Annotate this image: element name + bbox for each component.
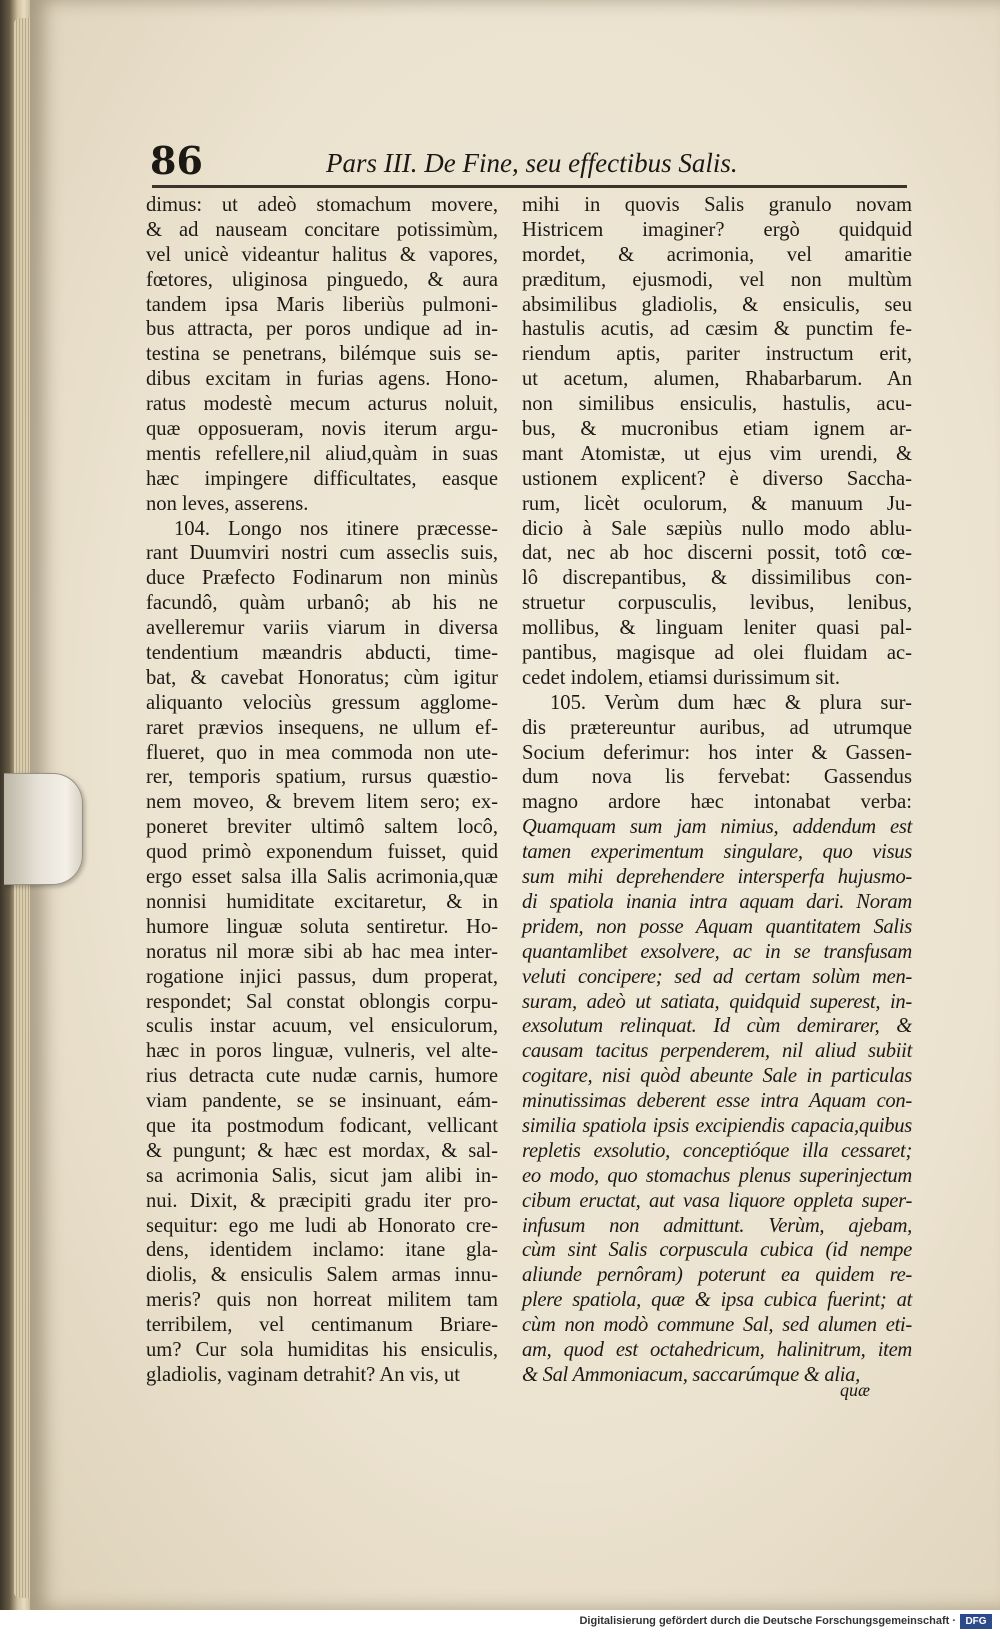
text-line: bat, & cavebat Honoratus; cùm igitur bbox=[146, 666, 498, 689]
text-line: dicio à Sale sæpiùs nullo modo ablu- bbox=[522, 517, 912, 540]
left-column bbox=[146, 193, 498, 1388]
text-line: vel unicè videantur halitus & vapores, bbox=[146, 243, 498, 266]
text-line: magno ardore hæc intonabat verba: bbox=[522, 791, 912, 814]
header-rule bbox=[152, 185, 907, 188]
text-line: causam tacitus perpenderem, nil aliud subiit bbox=[522, 1040, 912, 1063]
text-line: suram, adeò ut satiata, quidquid superest, in- bbox=[522, 990, 912, 1013]
text-line: dum nova lis fervebat: Gassendus bbox=[522, 766, 912, 789]
text-line: ut acetum, alumen, Rhabarbarum. An bbox=[522, 368, 912, 391]
text-line: flueret, quo in mea commoda non ute- bbox=[146, 741, 498, 764]
text-line: plere spatiola, quæ & ipsa cubica fuerint; at bbox=[522, 1289, 912, 1312]
text-line: rum, licèt oculorum, & manuum Ju- bbox=[522, 492, 912, 515]
text-line: cùm sint Salis corpuscula cubica (id nempe bbox=[522, 1239, 912, 1262]
text-line: mollibus, & linguam leniter quasi pal- bbox=[522, 617, 912, 640]
text-line: eo modo, quo stomachus plenus superinjectum bbox=[522, 1164, 912, 1187]
text-line: struetur corpusculis, levibus, lenibus, bbox=[522, 592, 912, 615]
text-line: diolis, & ensiculis Salem armas innu- bbox=[146, 1264, 498, 1287]
text-line: aliunde pernôram) poterunt ea quidem re- bbox=[522, 1264, 912, 1287]
text-line: Socium deferimur: hos inter & Gassen- bbox=[522, 741, 912, 764]
text-line: hæc impingere difficultates, easque bbox=[146, 467, 498, 490]
text-line: hæc in poros linguæ, vulneris, vel alte- bbox=[146, 1040, 498, 1063]
text-line: minutissimas deberent esse intra Aquam con- bbox=[522, 1090, 912, 1113]
text-line: exsolutum relinquat. Id cùm demirarer, & bbox=[522, 1015, 912, 1038]
running-head: Pars III. De Fine, seu effectibus Salis. bbox=[326, 148, 738, 178]
text-line: pridem, non posse Aquam quantitatem Salis bbox=[522, 915, 912, 938]
text-line: non similibus ensiculis, hastulis, acu- bbox=[522, 393, 912, 416]
footer-bar bbox=[0, 1610, 1000, 1634]
text-line: que ita postmodum fodicant, vellicant bbox=[146, 1114, 498, 1137]
text-line: dens, identidem inclamo: itane gla- bbox=[146, 1239, 498, 1262]
right-column bbox=[522, 193, 912, 1388]
text-line: præditum, ejusmodi, vel non multùm bbox=[522, 268, 912, 291]
text-line: bus attracta, per poros undique ad in- bbox=[146, 318, 498, 341]
text-line: ustionem explicent? è diverso Saccha- bbox=[522, 467, 912, 490]
text-line: & pungunt; & hæc est mordax, & sal- bbox=[146, 1139, 498, 1162]
catchword: quæ bbox=[840, 1380, 871, 1400]
text-line: sa acrimonia Salis, sicut jam alibi in- bbox=[146, 1164, 498, 1187]
text-line: cogitare, nisi quòd abeunte Sale in particulas bbox=[522, 1065, 912, 1088]
text-line: am, quod est octahedricum, halinitrum, item bbox=[522, 1338, 912, 1361]
page-header bbox=[150, 138, 910, 188]
text-line: gladiolis, vaginam detrahit? An vis, ut bbox=[146, 1363, 461, 1386]
text-line: cùm non modò commune Sal, sed alumen eti- bbox=[522, 1314, 912, 1337]
text-line: Histricem imaginer? ergò quidquid bbox=[522, 218, 912, 241]
text-line: sculis instar acuum, vel ensiculorum, bbox=[146, 1015, 498, 1038]
dfg-logo: DFG bbox=[960, 1614, 992, 1629]
text-line: terribilem, vel centimanum Briare- bbox=[146, 1314, 498, 1337]
text-line: cibum eructat, aut vasa liquore oppleta super- bbox=[522, 1189, 912, 1212]
text-line: di spatiola inania intra aquam dari. Noram bbox=[522, 890, 912, 913]
text-line: duce Præfecto Fodinarum non minùs bbox=[146, 567, 498, 590]
text-line: rogatione injici passus, dum properat, bbox=[146, 965, 498, 988]
text-line: cedet indolem, etiamsi durissimum sit. bbox=[522, 666, 841, 689]
text-line: similia spatiola ipsis excipiendis capacia,quibus bbox=[522, 1114, 912, 1137]
text-line: viam pandente, se se insinuant, eám- bbox=[146, 1090, 498, 1113]
text-line: quod primò exponendum fuisset, quid bbox=[146, 841, 498, 864]
text-line: & ad nauseam concitare potissimùm, bbox=[146, 218, 498, 241]
text-line: non leves, asserens. bbox=[146, 492, 309, 515]
text-line: rius detracta cute nudæ carnis, humore bbox=[146, 1065, 498, 1088]
text-line: pantibus, magisque ad olei fluidam ac- bbox=[522, 642, 912, 665]
text-line: rer, temporis spatium, rursus quæstio- bbox=[146, 766, 498, 789]
text-line: veluti concipere; sed ad certam solùm men- bbox=[522, 965, 912, 988]
text-line: tamen experimentum singulare, quo visus bbox=[522, 841, 912, 864]
text-line: tandem ipsa Maris liberiùs pulmoni- bbox=[146, 293, 498, 316]
text-line: sequitur: ego me ludi ab Honorato cre- bbox=[146, 1214, 498, 1237]
text-line: nem moveo, & brevem litem sero; ex- bbox=[146, 791, 498, 814]
text-line: & Sal Ammoniacum, saccarúmque & alia, bbox=[522, 1363, 861, 1386]
text-line: sum mihi deprehendere intersperfa hujusmo- bbox=[522, 866, 912, 889]
text-line: quantamlibet exsolvere, ac in se transfusam bbox=[522, 940, 912, 963]
text-line: tendentium mæandris abducti, time- bbox=[146, 642, 498, 665]
text-line: hastulis acutis, ad cæsim & punctim fe- bbox=[522, 318, 912, 341]
page-tab-marker bbox=[4, 773, 83, 885]
funding-credit: Digitalisierung gefördert durch die Deutsche Forschungsgemeinschaft · bbox=[579, 1615, 956, 1627]
text-line: dis prætereuntur auribus, ad utrumque bbox=[522, 716, 912, 739]
text-line: fœtores, uliginosa pinguedo, & aura bbox=[146, 268, 498, 291]
text-line: bus, & mucronibus etiam ignem ar- bbox=[522, 418, 912, 441]
text-line: lô discrepantibus, & dissimilibus con- bbox=[522, 567, 912, 590]
text-line: repletis exsolutio, conceptióque illa cessaret; bbox=[522, 1139, 912, 1162]
text-line: rant Duumviri nostri cum asseclis suis, bbox=[146, 542, 498, 565]
text-line: dibus excitam in furias agens. Hono- bbox=[146, 368, 498, 391]
text-line: quæ opposueram, novis iterum argu- bbox=[146, 418, 498, 441]
text-line: mordet, & acrimonia, vel amaritie bbox=[522, 243, 912, 266]
text-line: riendum aptis, pariter instructum erit, bbox=[522, 343, 912, 366]
text-line: nui. Dixit, & præcipiti gradu iter pro- bbox=[146, 1189, 498, 1212]
text-line: absimilibus gladiolis, & ensiculis, seu bbox=[522, 293, 912, 316]
text-line: dat, nec ab hoc discerni possit, totô cœ- bbox=[522, 542, 912, 565]
text-line: humore linguæ soluta sentiretur. Ho- bbox=[146, 915, 498, 938]
text-line: facundô, quàm urbanô; ab his ne bbox=[146, 592, 498, 615]
text-line: mant Atomistæ, ut ejus vim urendi, & bbox=[522, 442, 912, 465]
text-line: avelleremur variis viarum in diversa bbox=[146, 617, 498, 640]
text-line: ratus modestè mecum acturus noluit, bbox=[146, 393, 498, 416]
text-line: ergo esset salsa illa Salis acrimonia,quæ bbox=[146, 866, 498, 889]
text-line: respondet; Sal constat oblongis corpu- bbox=[146, 990, 498, 1013]
text-line: mihi in quovis Salis granulo novam bbox=[522, 194, 912, 216]
text-line: Quamquam sum jam nimius, addendum est bbox=[522, 816, 912, 839]
text-line: infusum non admittunt. Verùm, ajebam, bbox=[522, 1214, 912, 1237]
text-line: poneret breviter ultimô saltem locô, bbox=[146, 816, 498, 839]
text-line: meris? quis non horreat militem tam bbox=[146, 1289, 498, 1312]
text-line: noratus nil moræ sibi ab hac mea inter- bbox=[146, 940, 498, 963]
text-line: mentis refellere,nil aliud,quàm in suas bbox=[146, 442, 498, 465]
text-line: 105. Verùm dum hæc & plura sur- bbox=[550, 691, 912, 714]
text-line: aliquanto velociùs gressum agglome- bbox=[146, 691, 498, 714]
text-line: nonnisi humiditate excitaretur, & in bbox=[146, 890, 498, 913]
text-line: 104. Longo nos itinere præcesse- bbox=[174, 517, 498, 540]
text-line: um? Cur sola humiditas his ensiculis, bbox=[146, 1338, 498, 1361]
text-line: raret prævios insequens, ne ullum ef- bbox=[146, 716, 498, 739]
page-number: 86 bbox=[150, 138, 203, 183]
text-line: testina se penetrans, bilémque suis se- bbox=[146, 343, 498, 366]
text-line: dimus: ut adeò stomachum movere, bbox=[146, 194, 498, 216]
